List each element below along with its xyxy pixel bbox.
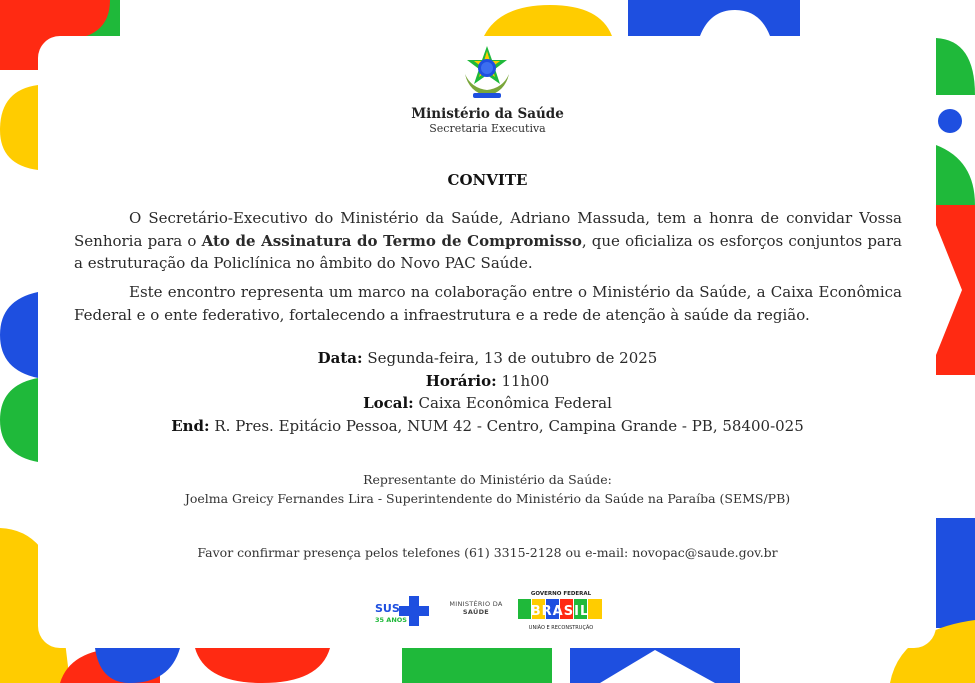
- ministry-logo: [444, 600, 508, 616]
- location-label: Local:: [363, 394, 414, 412]
- representative-block: [0, 470, 975, 508]
- representative-label: Representante do Ministério da Saúde:: [363, 472, 612, 487]
- paragraph1-after: , que oficializa os esforços conjuntos para a estruturação da Policlínica no âmbito do Novo PAC Saúde.: [74, 231, 902, 272]
- secretaria-name: Secretaria Executiva: [429, 122, 546, 135]
- paragraph-invitation: [74, 207, 902, 275]
- event-details: [0, 347, 975, 437]
- shape-red-bottom-mid: [195, 648, 330, 683]
- ministry-logo-line1: MINISTÉRIO DA: [449, 600, 503, 608]
- address-label: End:: [171, 416, 210, 435]
- brasil-logo-icon: [516, 588, 606, 634]
- representative-name: Joelma Greicy Fernandes Lira - Superintendente do Ministério da Saúde na Paraíba (SEMS/PB): [184, 491, 791, 506]
- invitation-title: CONVITE: [447, 171, 528, 189]
- coat-of-arms-icon: [459, 44, 515, 102]
- sus-logo-icon: [373, 592, 435, 630]
- footer-logos: [370, 588, 610, 634]
- paragraph1-bold: Ato de Assinatura do Termo de Compromisso: [201, 231, 582, 250]
- time-value: 11h00: [496, 371, 550, 390]
- uniao-label: UNIÃO E RECONSTRUÇÃO: [528, 625, 594, 631]
- shape-blue-top: [628, 0, 800, 36]
- shape-blue-right-bottom: [936, 518, 975, 628]
- shape-green-bottom: [402, 648, 552, 683]
- paragraph-context: [74, 281, 902, 326]
- detail-time: [0, 370, 975, 393]
- ministry-name: Ministério da Saúde: [411, 106, 564, 122]
- detail-location: [0, 392, 975, 415]
- time-label: Horário:: [425, 371, 497, 390]
- sus-years: 35 ANOS: [375, 616, 407, 624]
- brasil-label: BRASIL: [530, 604, 590, 619]
- shape-yellow-top: [484, 5, 612, 36]
- paragraph2-text: Este encontro representa um marco na colaboração entre o Ministério da Saúde, a Caixa Econômica Federal e o ente federativo, fortalecendo a infraestrutura e a rede de atenção à saúde da região.: [74, 283, 902, 324]
- gov-federal-label: GOVERNO FEDERAL: [530, 591, 592, 597]
- ministry-logo-line2: SAÚDE: [462, 608, 490, 616]
- date-value: Segunda-feira, 13 de outubro de 2025: [362, 349, 658, 367]
- paragraph1-before: O Secretário-Executivo do Ministério da Saúde, Adriano Massuda, tem a honra de convidar Vossa Senhoria para o: [74, 209, 902, 250]
- sus-label: SUS: [375, 602, 400, 615]
- shape-green-right-top: [936, 38, 975, 95]
- detail-address: [0, 415, 975, 438]
- address-value: R. Pres. Epitácio Pessoa, NUM 42 - Centro, Campina Grande - PB, 58400-025: [209, 416, 804, 435]
- location-value: Caixa Econômica Federal: [413, 394, 612, 412]
- rsvp-text: Favor confirmar presença pelos telefones (61) 3315-2128 ou e-mail: novopac@saude.gov.br: [197, 545, 778, 560]
- detail-date: [0, 347, 975, 370]
- date-label: Data:: [317, 349, 363, 367]
